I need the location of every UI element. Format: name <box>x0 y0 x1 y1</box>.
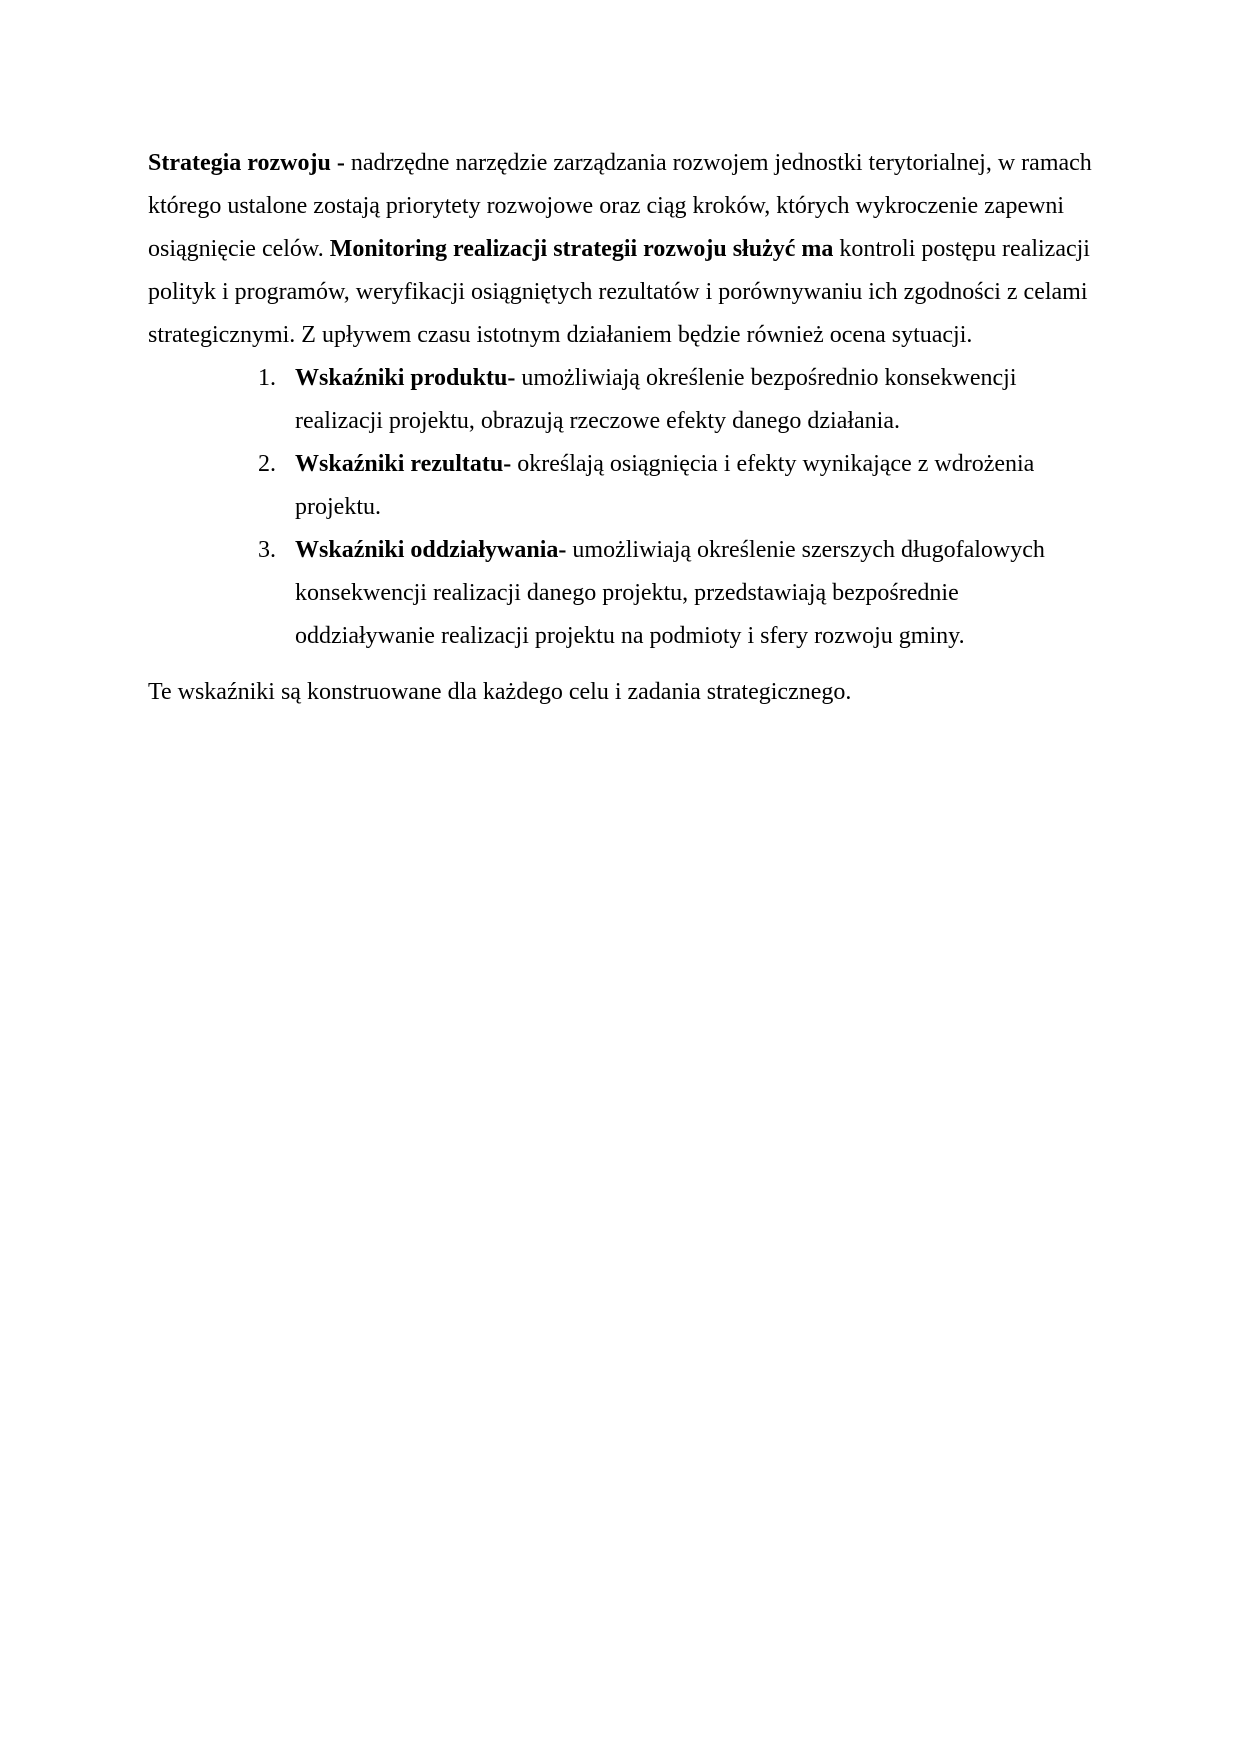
indicator-list <box>148 357 1098 658</box>
list-number: 3. <box>258 537 276 563</box>
list-number: 1. <box>258 365 276 391</box>
list-item-impact-indicators <box>148 529 1098 658</box>
list-item-term: Wskaźniki rezultatu- <box>295 451 512 477</box>
term-monitoring: Monitoring realizacji strategii rozwoju służyć ma <box>329 236 834 262</box>
list-item-text: umożliwiają określenie szerszych długofalowych konsekwencji realizacji danego projektu, przedstawiają bezpośrednie oddziaływanie realizacji projektu na podmioty i sfery rozwoju gminy. <box>295 537 1045 649</box>
list-item-term: Wskaźniki produktu- <box>295 365 516 391</box>
intro-text-part-1: nadrzędne narzędzie zarządzania rozwojem jednostki terytorialnej, w ramach którego ustalone zostają priorytety rozwojowe oraz ciąg kroków, których wykroczenie zapewni osiągnięcie celów. <box>148 150 1092 262</box>
list-number: 2. <box>258 451 276 477</box>
list-item-text: umożliwiają określenie bezpośrednio konsekwencji realizacji projektu, obrazują rzeczowe efekty danego działania. <box>295 365 1017 434</box>
list-item-product-indicators <box>148 357 1098 443</box>
closing-paragraph: Te wskaźniki są konstruowane dla każdego celu i zadania strategicznego. <box>148 679 852 705</box>
intro-text-part-2: kontroli postępu realizacji polityk i programów, weryfikacji osiągniętych rezultatów i porównywaniu ich zgodności z celami strategicznymi. Z upływem czasu istotnym działaniem będzie również ocena sytuacji. <box>148 236 1090 348</box>
list-item-result-indicators <box>148 443 1098 529</box>
document-body <box>148 142 1098 714</box>
list-item-text: określają osiągnięcia i efekty wynikające z wdrożenia projektu. <box>295 451 1035 520</box>
list-item-term: Wskaźniki oddziaływania- <box>295 537 567 563</box>
intro-paragraph <box>148 142 1098 357</box>
term-strategia-rozwoju: Strategia rozwoju - <box>148 150 345 176</box>
